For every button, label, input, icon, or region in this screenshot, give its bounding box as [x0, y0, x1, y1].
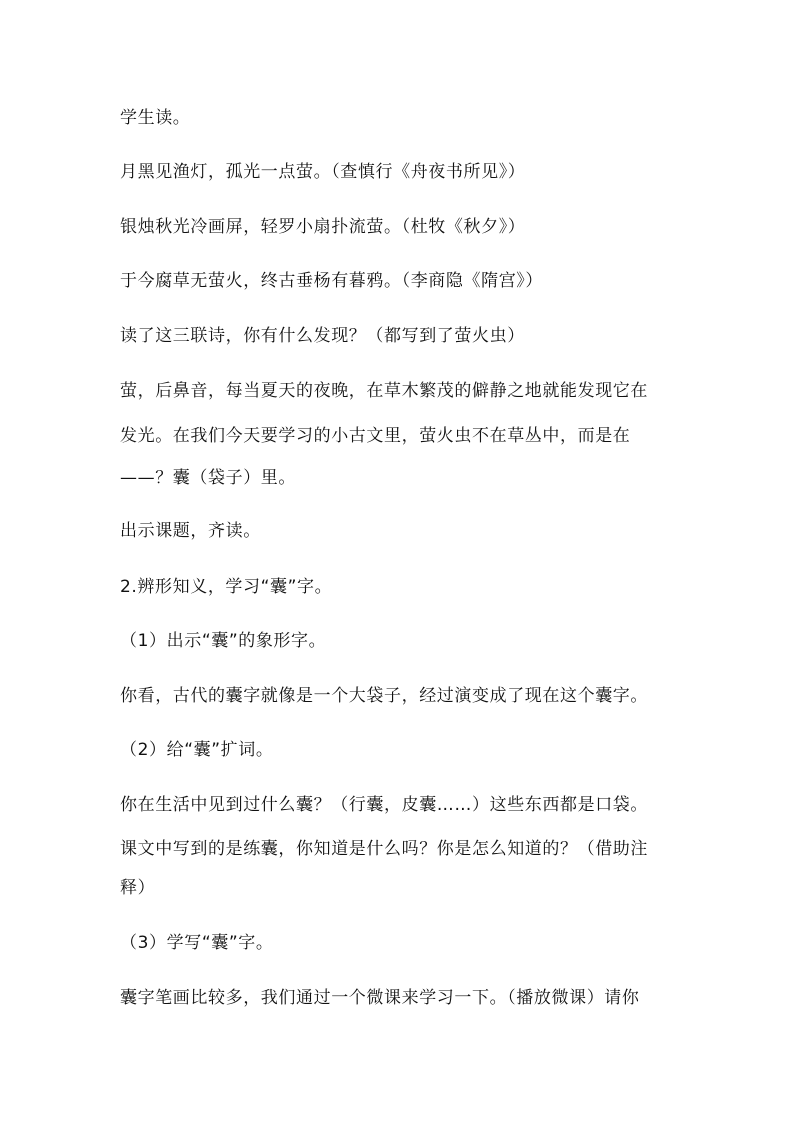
text-line-question: 读了这三联诗，你有什么发现？（都写到了萤火虫） [120, 326, 525, 346]
text-line-show-title: 出示课题，齐读。 [120, 521, 261, 541]
text-line-daily-life: 你在生活中见到过什么囊？（行囊，皮囊……）这些东西都是口袋。 [120, 795, 648, 815]
text-line-paragraph-1: 萤，后鼻音，每当夏天的夜晚，在草木繁茂的僻静之地就能发现它在 [120, 381, 648, 401]
text-line-student-read: 学生读。 [120, 108, 191, 128]
text-line-ancient-character: 你看，古代的囊字就像是一个大袋子，经过演变成了现在这个囊字。 [120, 686, 648, 706]
subsection-heading-2: （2）给“囊”扩词。 [120, 740, 274, 760]
text-line-poem-2: 银烛秋光冷画屏，轻罗小扇扑流萤。（杜牧《秋夕》） [120, 217, 526, 237]
text-line-paragraph-3: ——？囊（袋子）里。 [120, 468, 296, 488]
text-line-micro-lesson: 囊字笔画比较多，我们通过一个微课来学习一下。（播放微课）请你 [120, 988, 640, 1008]
subsection-heading-3: （3）学写“囊”字。 [120, 933, 274, 953]
section-heading-2: 2.辨形知义，学习“囊”字。 [120, 577, 333, 597]
text-line-paragraph-2: 发光。在我们今天要学习的小古文里，萤火虫不在草丛中，而是在 [120, 426, 631, 446]
text-line-textbook-question: 课文中写到的是练囊，你知道是什么吗？你是怎么知道的？（借助注 [120, 839, 648, 859]
text-line-annotation-end: 释） [120, 878, 156, 898]
text-line-poem-3: 于今腐草无萤火，终古垂杨有暮鸦。（李商隐《隋宫》） [120, 271, 543, 291]
text-line-poem-1: 月黑见渔灯，孤光一点萤。（查慎行《舟夜书所见》） [120, 162, 526, 182]
subsection-heading-1: （1）出示“囊”的象形字。 [120, 631, 327, 651]
